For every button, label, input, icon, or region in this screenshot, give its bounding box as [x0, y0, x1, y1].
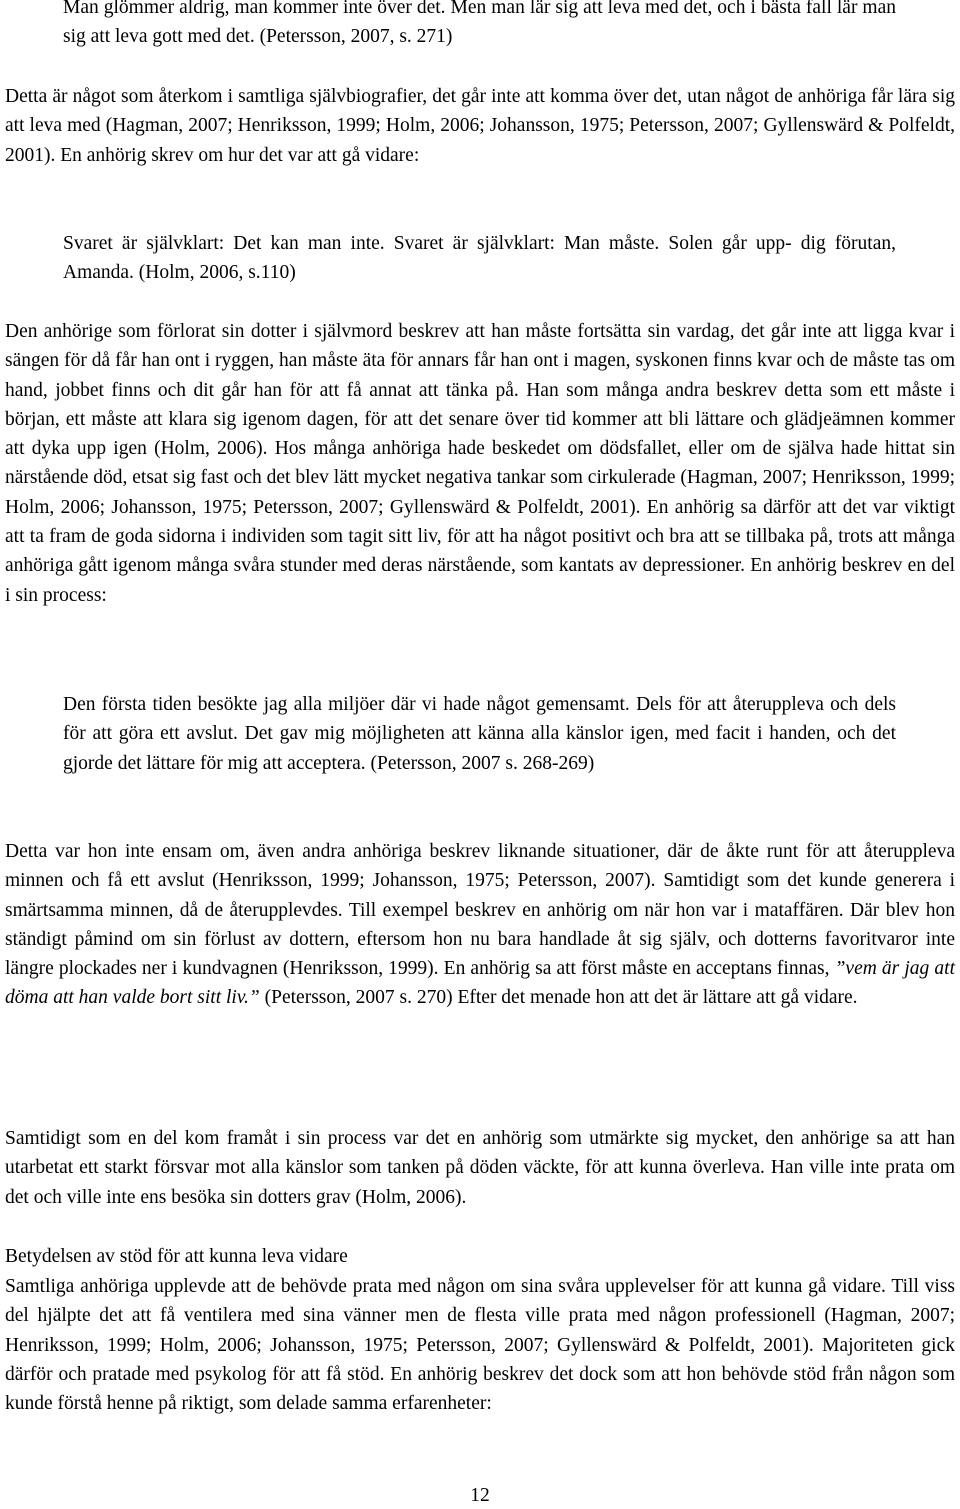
block-quote-petersson: Man glömmer aldrig, man kommer inte över det. Men man lär sig att leva med det, och i bästa fall lär man sig att leva gott med det. (Petersson, 2007, s. 271) — [63, 0, 896, 48]
block-quote-holm: Svaret är självklart: Det kan man inte. Svaret är självklart: Man måste. Solen går upp- dig förutan, Amanda. (Holm, 2006, s.110) — [63, 233, 896, 284]
paragraph-support: Samtliga anhöriga upplevde att de behövde prata med någon om sina svåra upplevelser för att kunna gå vidare. Till viss del hjälpte det att få ventilera med sina vänner men de flesta ville prata med någon professionell (Hagman, 2007; Henriksson, 1999; Holm, 2006; Johansson, 1975; Petersson, 2007; Gyllenswärd & Polfeldt, 2001). Majoriteten gick därför och pratade med psykolog för att få stöd. En anhörig beskrev det dock som att hon behövde stöd från någon som kunde förstå henne på riktigt, som delade samma erfarenheter: — [5, 1276, 955, 1415]
paragraph-reliving-text-start: Detta var hon inte ensam om, även andra anhöriga beskrev liknande situationer, där de åkte runt för att återuppleva minnen och få ett avslut (Henriksson, 1999; Johansson, 1975; Petersson, 2007). Samtidigt som det kunde generera i smärtsamma minnen, då de återupplevdes. Till exempel beskrev en anhörig om när hon var i mataffären. Där blev hon ständigt påmind om sin förlust av dottern, eftersom hon nu bara handlade åt sig själv, och dotterns favoritvaror inte längre plockades ner i kundvagnen (Henriksson, 1999). En anhörig sa att först måste en acceptans finnas, — [5, 841, 955, 980]
italic-quote-inline: ”vem är jag att döma att han valde bort sitt liv.” — [5, 958, 955, 1009]
paragraph-reliving-text-end: (Petersson, 2007 s. 270) Efter det menade hon att det är lättare att gå vidare. — [259, 987, 858, 1009]
paragraph-defense-mechanism: Samtidigt som en del kom framåt i sin process var det en anhörig som utmärkte sig mycket, den anhörige sa att han utarbetat ett starkt försvar mot alla känslor som tanken på döden väckte, för att kunna överleva. Han ville inte prata om det och ville inte ens besöka sin dotters grav (Holm, 2006). — [5, 1128, 955, 1208]
page-number: 12 — [470, 1485, 490, 1506]
section-heading: Betydelsen av stöd för att kunna leva vidare — [5, 1246, 348, 1267]
paragraph-daily-life: Den anhörige som förlorat sin dotter i självmord beskrev att han måste fortsätta sin vardag, det går inte att ligga kvar i sängen för då får han ont i ryggen, han måste äta för annars får han ont i magen, syskonen finns kvar och de måste tas om hand, jobbet finns och dit går han för att få annat att tänka på. Han som många andra beskrev detta som ett måste i början, ett måste att klara sig igenom dagen, för att det senare över tid kommer att bli lättare och glädjeämnen kommer att dyka upp igen (Holm, 2006). Hos många anhöriga hade beskedet om dödsfallet, eller om de själva hade hittat sin närstående död, etsat sig fast och det blev lätt mycket negativa tankar som cirkulerade (Hagman, 2007; Henriksson, 1999; Holm, 2006; Johansson, 1975; Petersson, 2007; Gyllenswärd & Polfeldt, 2001). En anhörig sa därför att det var viktigt att ta fram de goda sidorna i individen som tagit sitt liv, för att ha något positivt och bra att se tillbaka på, trots att många anhöriga gått igenom många svåra stunder med deras närstående, som kantats av depressioner. En anhörig beskrev en del i sin process: — [5, 321, 955, 606]
block-quote-petersson-process: Den första tiden besökte jag alla miljöer där vi hade något gemensamt. Dels för att återuppleva och dels för att göra ett avslut. Det gav mig möjligheten att känna alla känslor igen, med facit i handen, och det gjorde det lättare för mig att acceptera. (Petersson, 2007 s. 268-269) — [63, 694, 896, 774]
paragraph-reliving-memories — [5, 837, 955, 1013]
paragraph-autobiographies: Detta är något som återkom i samtliga självbiografier, det går inte att komma över det, utan något de anhöriga får lära sig att leva med (Hagman, 2007; Henriksson, 1999; Holm, 2006; Johansson, 1975; Petersson, 2007; Gyllenswärd & Polfeldt, 2001). En anhörig skrev om hur det var att gå vidare: — [5, 86, 955, 166]
